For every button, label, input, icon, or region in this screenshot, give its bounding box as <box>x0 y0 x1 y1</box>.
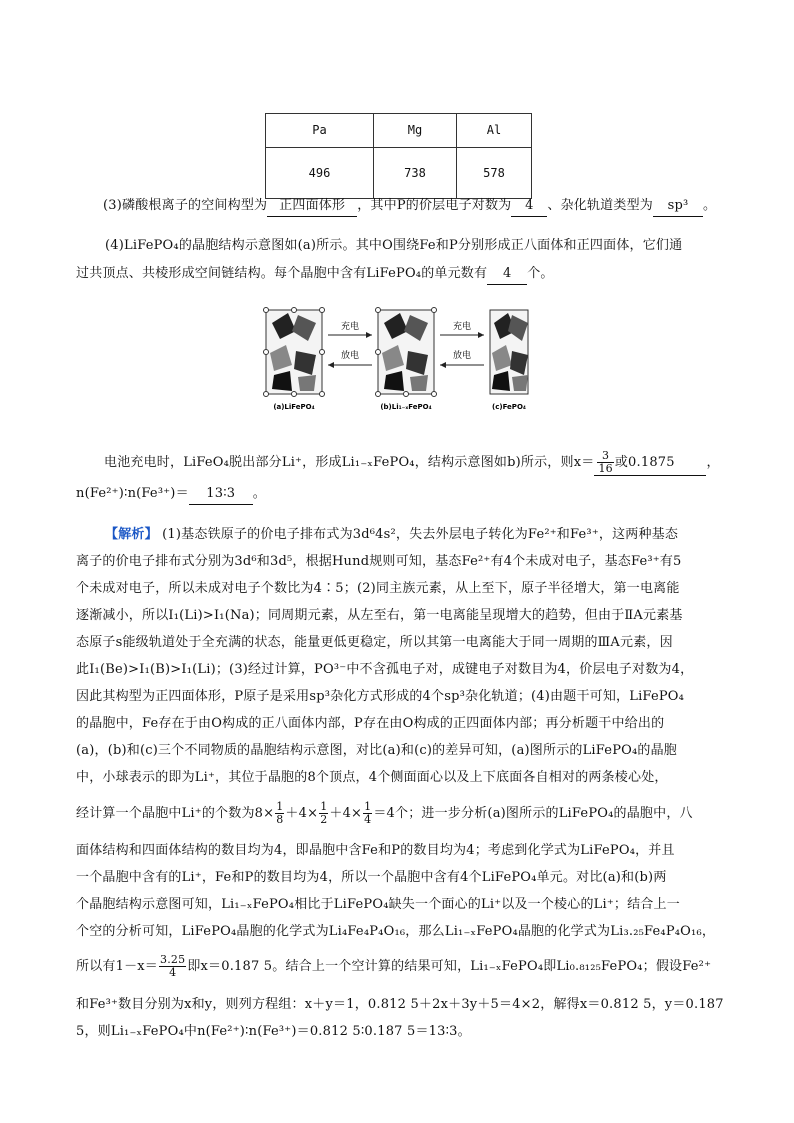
analysis-text: 经计算一个晶胞中Li⁺的个数为8× <box>76 806 275 821</box>
question-3 <box>103 196 716 217</box>
q3-answer-2: 4 <box>511 196 547 217</box>
fraction-denominator: 8 <box>276 813 284 826</box>
analysis-text: ＝4个；进一步分析(a)图所示的LiFePO₄的晶胞中，八 <box>373 806 693 821</box>
analysis-line-17: 和Fe³⁺数目分别为x和y，则列方程组：x＋y＝1，0.812 5＋2x＋3y＋5＝4×2，解得x＝0.812 5，y＝0.187 <box>76 997 724 1012</box>
analysis-line-15: 个空的分析可知，LiFePO₄晶胞的化学式为Li₄Fe₄P₄O₁₆，那么Li₁₋ₓFePO₄晶胞的化学式为Li₃.₂₅Fe₄P₄O₁₆， <box>76 924 716 939</box>
fraction-denominator: 4 <box>169 966 177 979</box>
crystal-structure-diagram <box>262 305 532 415</box>
charge-line-2 <box>76 484 266 505</box>
fraction-numerator: 3 <box>597 450 613 463</box>
caption-c: (c)FePO₄ <box>492 403 526 411</box>
charge-text: 。 <box>252 486 266 501</box>
analysis-text: ＋4× <box>329 806 363 821</box>
fraction-numerator: 3.25 <box>160 953 186 966</box>
charge-text: ， <box>706 455 720 470</box>
fraction-numerator: 1 <box>276 800 284 813</box>
q4-text: 个。 <box>527 266 554 281</box>
analysis-line-2: 离子的价电子排布式分别为3d⁶和3d⁵，根据Hund规则可知，基态Fe²⁺有4个未成对电子，基态Fe³⁺有5 <box>76 554 682 569</box>
analysis-line-12: 面体结构和四面体结构的数目均为4，即晶胞中含Fe和P的数目均为4；考虑到化学式为LiFePO₄，并且 <box>76 843 675 858</box>
analysis-line-9: (a)，(b)和(c)三个不同物质的晶胞结构示意图，对比(a)和(c)的差异可知，(a)图所示的LiFePO₄的晶胞 <box>76 743 678 758</box>
unit-cell-c <box>490 310 528 394</box>
charge-answer-text: 或0.1875 <box>614 455 675 470</box>
fraction <box>363 801 372 826</box>
analysis-text: 即x＝0.187 5。结合上一个空计算的结果可知，Li₁₋ₓFePO₄即Li₀.₈₁₂₅FePO₄；假设Fe²⁺ <box>187 959 712 974</box>
arrow-label-charge: 充电 <box>452 322 472 332</box>
charge-answer-ratio: 13∶3 <box>189 484 253 505</box>
fraction <box>319 801 328 826</box>
question-4-line-1: (4)LiFePO₄的晶胞结构示意图如(a)所示。其中O围绕Fe和P分别形成正八面体和正四面体，它们通 <box>105 238 683 253</box>
fraction-numerator: 1 <box>320 800 328 813</box>
charge-line-1 <box>104 450 720 476</box>
analysis-text: (1)基态铁原子的价电子排布式为3d⁶4s²，失去外层电子转化为Fe²⁺和Fe³⁺，这两种基态 <box>162 527 679 542</box>
unit-cell-a <box>264 308 325 397</box>
charge-answer-x <box>594 450 706 476</box>
table-value-cell: 496 <box>266 148 374 199</box>
fraction-denominator: 16 <box>598 462 613 475</box>
analysis-text: 所以有1－x＝ <box>76 959 159 974</box>
table-header-cell: Al <box>457 114 532 148</box>
analysis-text: ＋4× <box>285 806 319 821</box>
crystal-structure-figure <box>262 305 532 415</box>
q4-answer: 4 <box>487 264 527 285</box>
analysis-line-18: 5，则Li₁₋ₓFePO₄中n(Fe²⁺)∶n(Fe³⁺)＝0.812 5∶0.187 5＝13∶3。 <box>76 1024 471 1039</box>
analysis-line-7: 因此其构型为正四面体形，P原子是采用sp³杂化方式形成的4个sp³杂化轨道；(4)由题干可知，LiFePO₄ <box>76 689 685 704</box>
q4-text: 过共顶点、共棱形成空间链结构。每个晶胞中含有LiFePO₄的单元数有 <box>76 266 488 281</box>
q3-text: ，其中P的价层电子对数为 <box>357 198 512 213</box>
analysis-line-4: 逐渐减小，所以I₁(Li)>I₁(Na)；同周期元素，从左至右，第一电离能呈现增大的趋势，但由于ⅡA元素基 <box>76 608 683 623</box>
table-header-cell: Mg <box>374 114 457 148</box>
unit-cell-b <box>376 308 437 397</box>
q3-answer-1: 正四面体形 <box>267 196 357 217</box>
ionization-energy-table <box>265 113 532 199</box>
arrow-label-charge: 充电 <box>340 322 360 332</box>
arrow-label-discharge: 放电 <box>452 351 472 361</box>
fraction-denominator: 2 <box>320 813 328 826</box>
table-value-cell: 738 <box>374 148 457 199</box>
charge-text: n(Fe²⁺)∶n(Fe³⁺)＝ <box>76 486 189 501</box>
analysis-line-5: 态原子s能级轨道处于全充满的状态，能量更低更稳定，所以其第一电离能大于同一周期的ⅢA元素，因 <box>76 635 673 650</box>
question-4-line-2 <box>76 264 554 285</box>
fraction <box>597 450 613 475</box>
analysis-tag: 【解析】 <box>105 527 158 542</box>
analysis-line-13: 一个晶胞中含有的Li⁺，Fe和P的数目均为4，所以一个晶胞中含有4个LiFePO₄单元。对比(a)和(b)两 <box>76 870 667 885</box>
q3-answer-3: sp³ <box>653 196 703 217</box>
analysis-line-6: 此I₁(Be)>I₁(B)>I₁(Li)；(3)经过计算，PO³⁻中不含孤电子对，成键电子对数目为4，价层电子对数为4， <box>76 662 694 677</box>
caption-b: (b)Li₁₋ₓFePO₄ <box>380 403 432 411</box>
q3-text: 、杂化轨道类型为 <box>547 198 653 213</box>
analysis-line-1 <box>105 525 678 545</box>
table-header-cell: Pa <box>266 114 374 148</box>
q3-text: (3)磷酸根离子的空间构型为 <box>103 198 268 213</box>
charge-text: 电池充电时，LiFeO₄脱出部分Li⁺，形成Li₁₋ₓFePO₄，结构示意图如b)所示，则x＝ <box>104 455 595 470</box>
analysis-line-14: 个晶胞结构示意图可知，Li₁₋ₓFePO₄相比于LiFePO₄缺失一个面心的Li⁺以及一个棱心的Li⁺；结合上一 <box>76 897 680 912</box>
fraction-numerator: 1 <box>364 800 372 813</box>
analysis-line-10: 中，小球表示的即为Li⁺，其位于晶胞的8个顶点，4个侧面面心以及上下底面各自相对的两条棱心处， <box>76 770 668 785</box>
caption-a: (a)LiFePO₄ <box>273 403 315 411</box>
analysis-line-11 <box>76 800 693 828</box>
analysis-line-16 <box>76 953 711 981</box>
fraction <box>159 954 186 979</box>
arrow-label-discharge: 放电 <box>340 351 360 361</box>
fraction-denominator: 4 <box>364 813 372 826</box>
analysis-line-8: 的晶胞中，Fe存在于由O构成的正八面体内部，P存在由O构成的正四面体内部；再分析题干中给出的 <box>76 716 665 731</box>
table-value-cell: 578 <box>457 148 532 199</box>
fraction <box>275 801 284 826</box>
q3-text: 。 <box>702 198 717 213</box>
analysis-line-3: 个未成对电子，所以未成对电子个数比为4∶5；(2)同主族元素，从上至下，原子半径增大，第一电离能 <box>76 581 680 596</box>
